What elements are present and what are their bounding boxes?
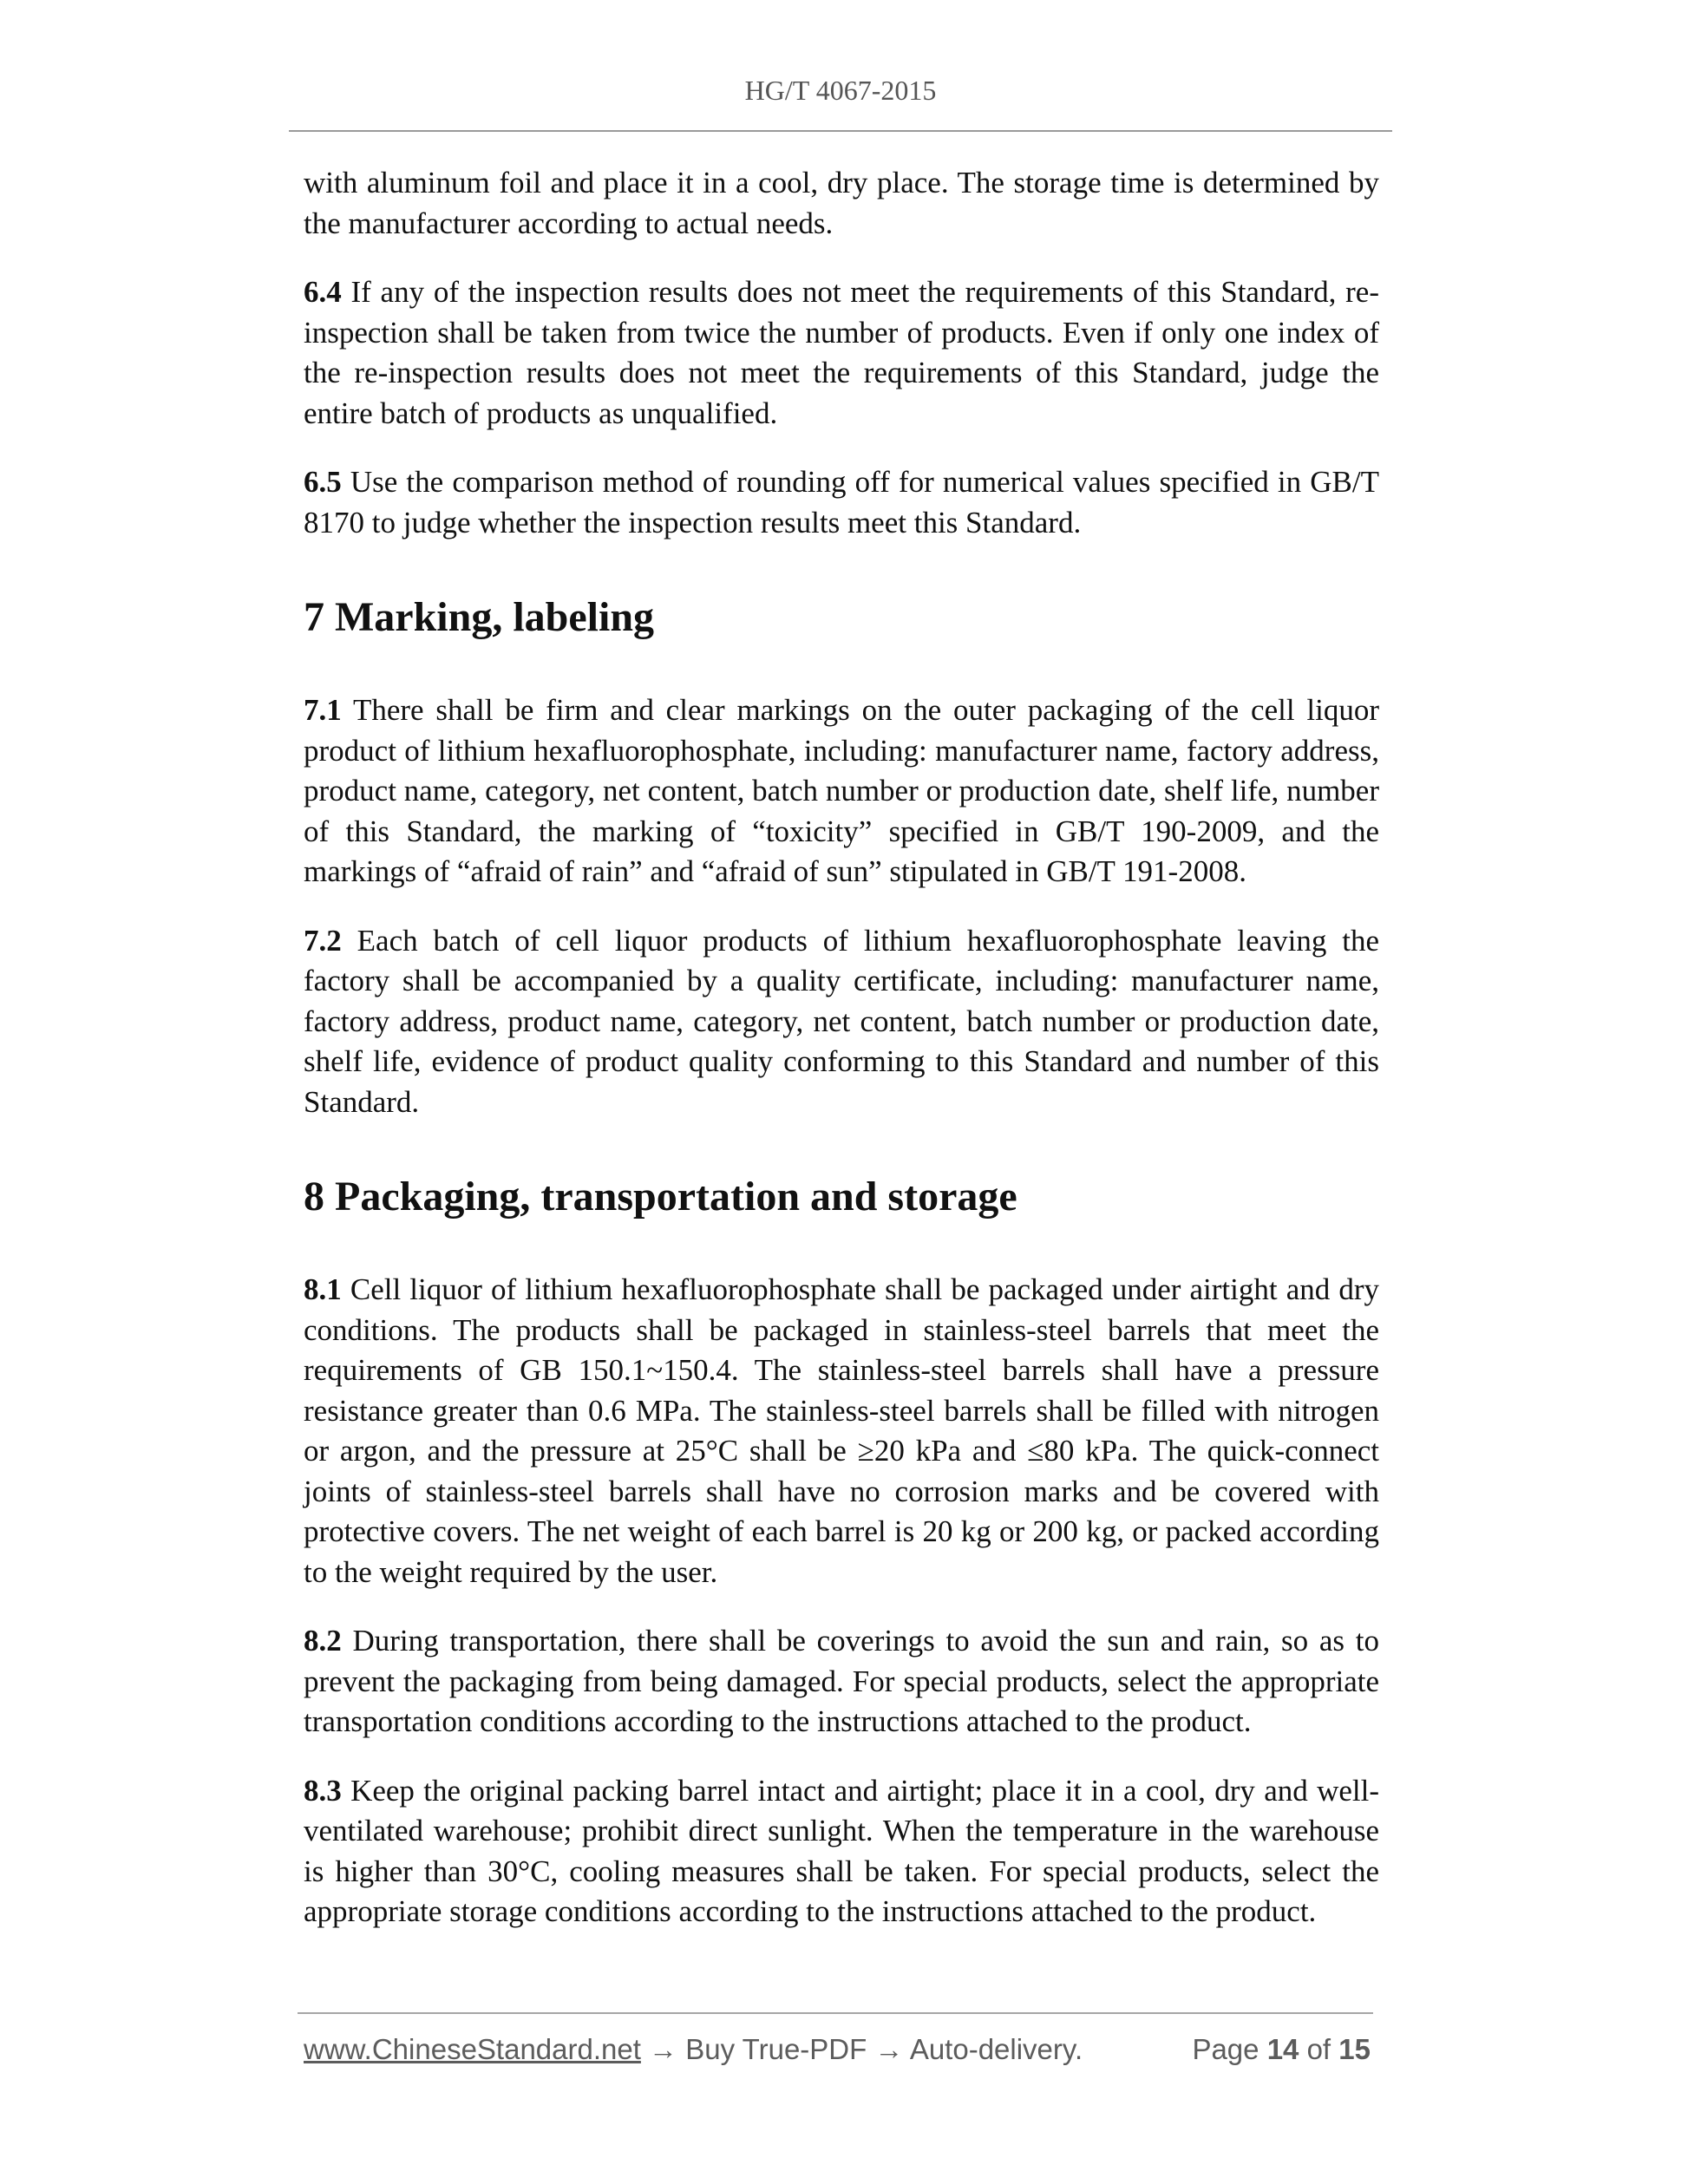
clause-text: Use the comparison method of rounding off for numerical values specified in GB/T 8170 to judge whether the inspection results meet this Standard. bbox=[304, 465, 1379, 539]
clause-6-4 bbox=[304, 272, 1379, 434]
clause-number: 6.5 bbox=[304, 465, 342, 499]
section-heading-7: 7 Marking, labeling bbox=[304, 594, 655, 640]
paragraph-continued: with aluminum foil and place it in a cool, dry place. The storage time is determined by the manufacturer according to actual needs. bbox=[304, 166, 1379, 240]
footer-divider bbox=[298, 2012, 1373, 2014]
clause-number: 7.2 bbox=[304, 923, 342, 958]
page-current: 14 bbox=[1266, 2033, 1299, 2065]
clause-7-1 bbox=[304, 690, 1379, 893]
page-footer bbox=[304, 2033, 1371, 2066]
clause-number: 8.1 bbox=[304, 1272, 342, 1306]
header-divider bbox=[289, 130, 1392, 132]
clause-8-3 bbox=[304, 1771, 1379, 1932]
document-header-number: HG/T 4067-2015 bbox=[744, 75, 937, 106]
clause-text: During transportation, there shall be coverings to avoid the sun and rain, so as to prevent the packaging from being damaged. For special products, select the appropriate transportation conditions according to the instructions attached to the product. bbox=[304, 1624, 1379, 1738]
clause-8-1 bbox=[304, 1270, 1379, 1592]
clause-text: Keep the original packing barrel intact and airtight; place it in a cool, dry and well-ventilated warehouse; prohibit direct sunlight. When the temperature in the warehouse is higher than 30°C, cooling measures shall be taken. For special products, select the appropriate storage conditions according to the instructions attached to the product. bbox=[304, 1773, 1379, 1928]
page-total: 15 bbox=[1338, 2033, 1371, 2065]
page-of-label: of bbox=[1306, 2033, 1331, 2065]
page-label: Page bbox=[1192, 2033, 1259, 2065]
page-body bbox=[304, 163, 1379, 1961]
promo-text: → Buy True-PDF → Auto-delivery. bbox=[640, 2033, 1083, 2065]
site-link[interactable]: www.ChineseStandard.net bbox=[304, 2033, 641, 2065]
clause-7-2 bbox=[304, 921, 1379, 1123]
clause-6-5 bbox=[304, 462, 1379, 543]
clause-text: There shall be firm and clear markings on the outer packaging of the cell liquor product of lithium hexafluorophosphate, including: manufacturer name, factory address, product name, category, net content, batch number or production date, shelf life, number of this Standard, the marking of “toxicity” specified in GB/T 190-2009, and the markings of “afraid of rain” and “afraid of sun” stipulated in GB/T 191-2008. bbox=[304, 693, 1379, 888]
clause-number: 8.2 bbox=[304, 1624, 342, 1658]
clause-number: 8.3 bbox=[304, 1773, 342, 1808]
clause-text: Cell liquor of lithium hexafluorophosphate shall be packaged under airtight and dry conditions. The products shall be packaged in stainless-steel barrels that meet the requirements of GB 150.1~150.4. The stainless-steel barrels shall have a pressure resistance greater than 0.6 MPa. The stainless-steel barrels shall be filled with nitrogen or argon, and the pressure at 25°C shall be ≥20 kPa and ≤80 kPa. The quick-connect joints of stainless-steel barrels shall have no corrosion marks and be covered with protective covers. The net weight of each barrel is 20 kg or 200 kg, or packed according to the weight required by the user. bbox=[304, 1272, 1379, 1589]
clause-number: 7.1 bbox=[304, 693, 342, 727]
clause-number: 6.4 bbox=[304, 275, 342, 309]
page-indicator bbox=[1192, 2033, 1371, 2066]
clause-text: If any of the inspection results does not meet the requirements of this Standard, re-inspection shall be taken from twice the number of products. Even if only one index of the re-inspection results does not meet the requirements of this Standard, judge the entire batch of products as unqualified. bbox=[304, 275, 1379, 430]
clause-8-2 bbox=[304, 1621, 1379, 1743]
section-heading-8: 8 Packaging, transportation and storage bbox=[304, 1174, 1017, 1220]
clause-text: Each batch of cell liquor products of lithium hexafluorophosphate leaving the factory shall be accompanied by a quality certificate, including: manufacturer name, factory address, product name, category, net content, batch number or production date, shelf life, evidence of product quality conforming to this Standard and number of this Standard. bbox=[304, 923, 1379, 1119]
